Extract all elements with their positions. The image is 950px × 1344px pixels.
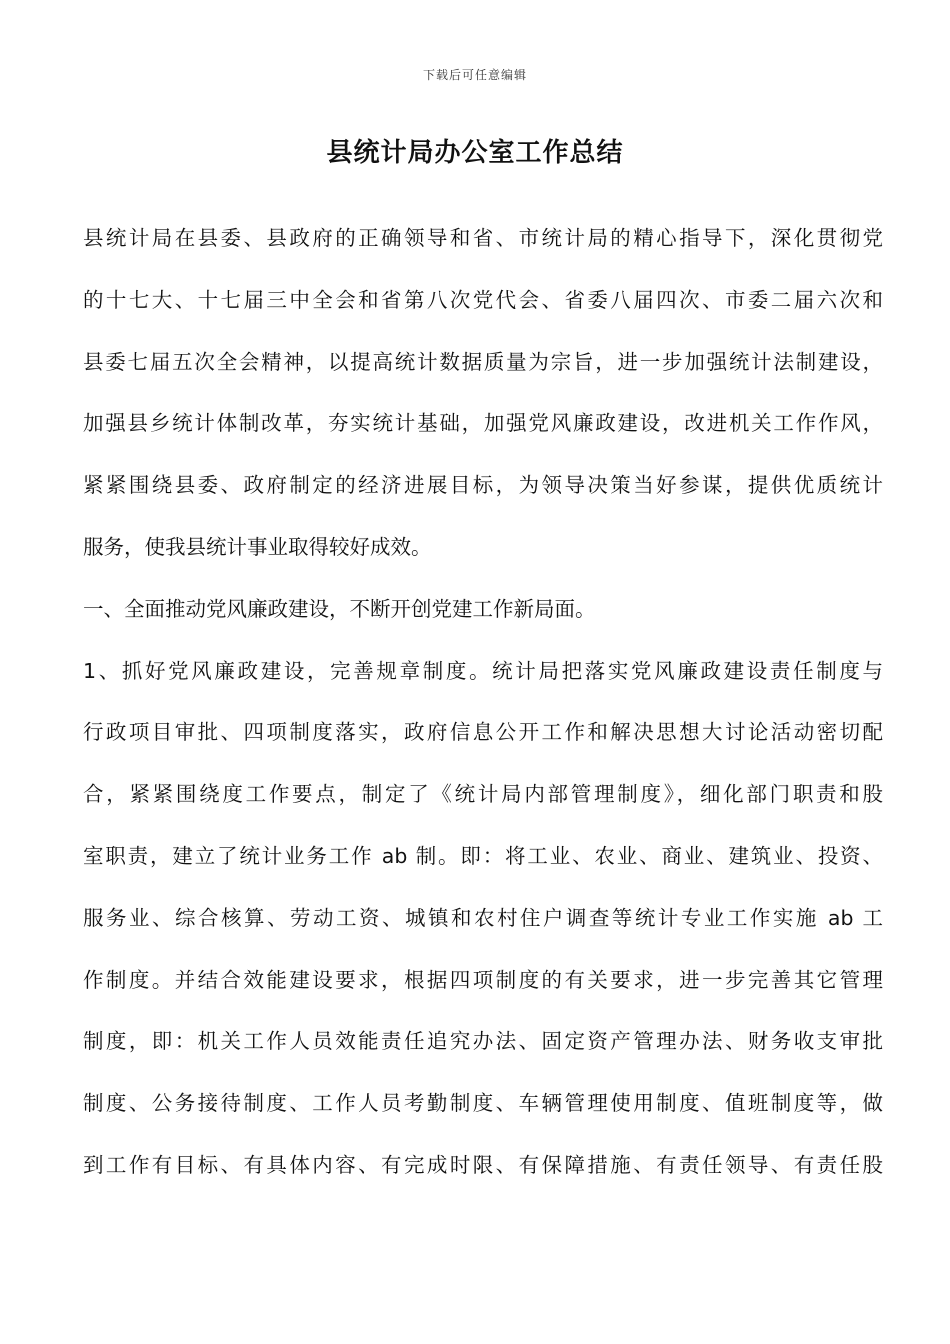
- paragraph-line: 紧紧围绕县委、政府制定的经济进展目标，为领导决策当好参谋，提供优质统计: [83, 473, 883, 498]
- paragraph-line: 合，紧紧围绕度工作要点，制定了《统计局内部管理制度》，细化部门职责和股: [83, 782, 883, 807]
- paragraph-line: 制度，即：机关工作人员效能责任追究办法、固定资产管理办法、财务收支审批: [83, 1029, 883, 1054]
- paragraph-line: 服务业、综合核算、劳动工资、城镇和农村住户调查等统计专业工作实施 ab 工: [83, 905, 883, 930]
- paragraph-line: 到工作有目标、有具体内容、有完成时限、有保障措施、有责任领导、有责任股: [83, 1152, 883, 1177]
- paragraph-line: 行政项目审批、四项制度落实，政府信息公开工作和解决思想大讨论活动密切配: [83, 720, 883, 745]
- paragraph-line: 县委七届五次全会精神，以提高统计数据质量为宗旨，进一步加强统计法制建设，: [83, 349, 883, 374]
- paragraph-line: 制度、公务接待制度、工作人员考勤制度、车辆管理使用制度、值班制度等，做: [83, 1091, 883, 1116]
- paragraph-line: 的十七大、十七届三中全会和省第八次党代会、省委八届四次、市委二届六次和: [83, 287, 883, 312]
- document-title: 县统计局办公室工作总结: [326, 138, 624, 168]
- header-note: 下载后可任意编辑: [422, 68, 527, 82]
- paragraph-line: 一、全面推动党风廉政建设，不断开创党建工作新局面。: [83, 596, 596, 621]
- paragraph-line: 县统计局在县委、县政府的正确领导和省、市统计局的精心指导下，深化贯彻党: [83, 226, 883, 250]
- paragraph-line: 作制度。并结合效能建设要求，根据四项制度的有关要求，进一步完善其它管理: [83, 967, 883, 992]
- paragraph-line: 加强县乡统计体制改革，夯实统计基础，加强党风廉政建设，改进机关工作作风，: [83, 411, 883, 436]
- body-text: [83, 208, 883, 1197]
- paragraph-line: 1、抓好党风廉政建设，完善规章制度。统计局把落实党风廉政建设责任制度与: [83, 658, 883, 683]
- paragraph-line: 服务，使我县统计事业取得较好成效。: [83, 534, 432, 559]
- paragraph-line: 室职责，建立了统计业务工作 ab 制。即：将工业、农业、商业、建筑业、投资、: [83, 843, 883, 868]
